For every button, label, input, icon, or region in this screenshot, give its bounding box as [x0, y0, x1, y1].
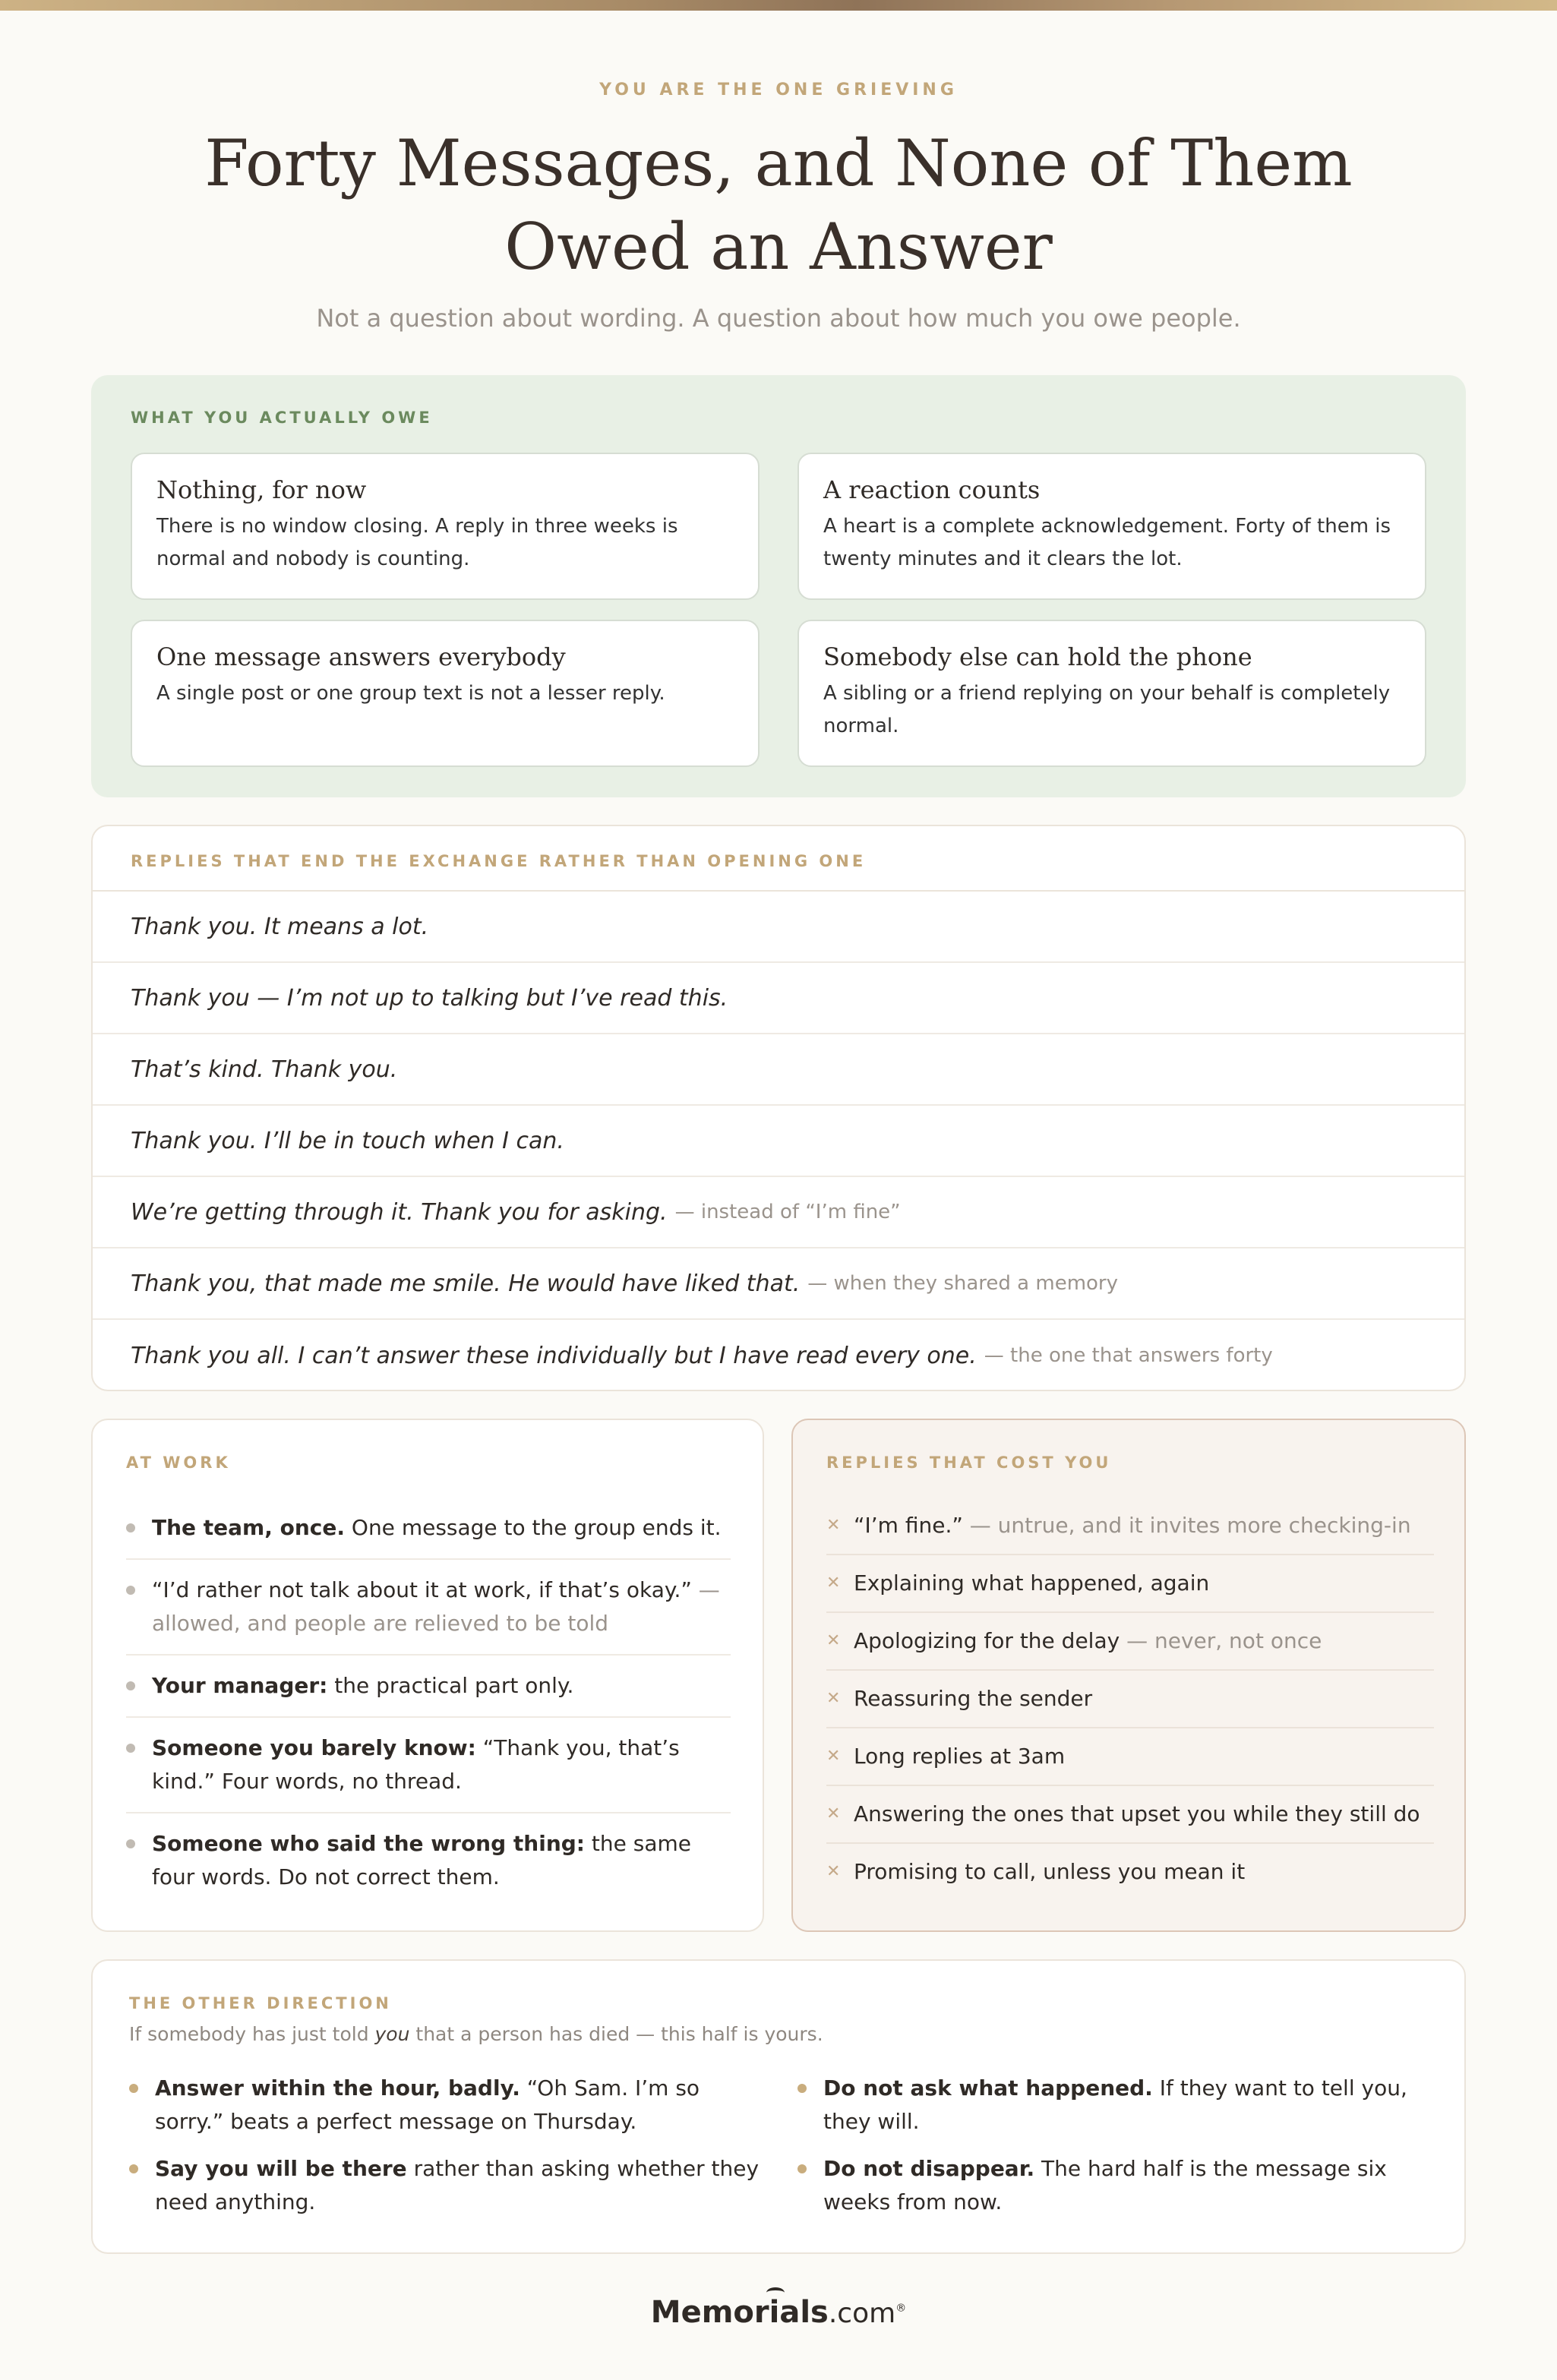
logo-domain: .com: [828, 2298, 896, 2329]
item-text: Promising to call, unless you mean it: [854, 1859, 1246, 1884]
owe-card-title: Somebody else can hold the phone: [823, 642, 1252, 671]
list-item: [129, 2152, 763, 2219]
cross-icon: ✕: [826, 1689, 841, 1708]
reply-row: [93, 1034, 1464, 1106]
bullet-icon: [126, 1681, 135, 1690]
reply-quote: Thank you. I’ll be in touch when I can.: [131, 1127, 564, 1154]
section-label: WHAT YOU ACTUALLY OWE: [131, 409, 433, 427]
item-text: “Oh Sam. I’m so sorry.” beats a perfect message on Thursday.: [155, 2075, 700, 2134]
item-text: Apologizing for the delay: [854, 1628, 1127, 1653]
owe-card: [131, 453, 760, 600]
replies-header: [93, 826, 1464, 892]
cross-icon: ✕: [826, 1516, 841, 1535]
list-item: [126, 1560, 731, 1656]
cross-icon: ✕: [826, 1804, 841, 1823]
section-label: REPLIES THAT COST YOU: [826, 1454, 1112, 1472]
reply-note: — when they shared a memory: [807, 1272, 1119, 1295]
item-text: the same four words. Do not correct them.: [152, 1831, 691, 1889]
item-bold: Do not disappear.: [823, 2156, 1035, 2181]
other-direction-section: [91, 1959, 1466, 2254]
item-text: “I’m fine.”: [854, 1513, 970, 1538]
what-you-owe-section: [91, 375, 1466, 797]
reply-quote: Thank you. It means a lot.: [131, 913, 429, 940]
item-text: Explaining what happened, again: [854, 1570, 1210, 1596]
item-text: “Thank you, that’s kind.” Four words, no thread.: [152, 1735, 680, 1794]
bullet-icon: [126, 1523, 135, 1532]
item-text: If they want to tell you, they will.: [823, 2075, 1407, 2134]
replies-section: [91, 825, 1466, 1391]
list-item: [826, 1613, 1434, 1671]
item-text: The hard half is the message six weeks from now.: [823, 2156, 1387, 2214]
cross-icon: ✕: [826, 1631, 841, 1650]
bullet-icon: [126, 1586, 135, 1595]
item-bold: Someone you barely know:: [152, 1735, 476, 1760]
list-item: [826, 1728, 1434, 1786]
item-note: — untrue, and it invites more checking-in: [969, 1513, 1411, 1538]
replies-that-cost-section: [791, 1419, 1466, 1932]
list-item: [126, 1656, 731, 1718]
owe-card-title: Nothing, for now: [156, 475, 367, 504]
reply-row: [93, 1320, 1464, 1391]
item-text: Long replies at 3am: [854, 1744, 1066, 1769]
list-item: [126, 1718, 731, 1813]
item-note: — allowed, and people are relieved to be told: [152, 1577, 720, 1636]
section-label: REPLIES THAT END THE EXCHANGE RATHER THAN OPENING ONE: [131, 852, 867, 870]
owe-card-title: One message answers everybody: [156, 642, 566, 671]
owe-card-text: A heart is a complete acknowledgement. Forty of them is twenty minutes and it clears the lot.: [823, 515, 1391, 570]
item-text: Reassuring the sender: [854, 1686, 1093, 1711]
list-item: [826, 1671, 1434, 1728]
bullet-icon: [126, 1839, 135, 1848]
owe-card-text: A single post or one group text is not a lesser reply.: [156, 682, 665, 705]
item-text: One message to the group ends it.: [345, 1515, 722, 1540]
section-label: THE OTHER DIRECTION: [129, 1994, 392, 2012]
bullet-icon: [129, 2084, 138, 2093]
item-text: Answering the ones that upset you while they still do: [854, 1801, 1420, 1826]
cross-icon: ✕: [826, 1747, 841, 1766]
list-item: [797, 2152, 1431, 2219]
cross-icon: ✕: [826, 1862, 841, 1881]
other-direction-list: [129, 2072, 1435, 2219]
list-item: [826, 1786, 1434, 1844]
reply-row: [93, 1177, 1464, 1248]
list-item: [826, 1844, 1434, 1900]
owe-card-text: There is no window closing. A reply in three weeks is normal and nobody is counting.: [156, 515, 678, 570]
list-item: [126, 1498, 731, 1560]
item-bold: Answer within the hour, badly.: [155, 2075, 520, 2101]
item-note: — never, not once: [1126, 1628, 1322, 1653]
logo-registered-mark: ®: [895, 2302, 907, 2315]
item-bold: Do not ask what happened.: [823, 2075, 1153, 2101]
section-label: AT WORK: [126, 1454, 231, 1472]
owe-card: [797, 620, 1426, 767]
page-title: Forty Messages, and None of Them Owed an Answer: [204, 126, 1353, 284]
at-work-section: [91, 1419, 764, 1932]
logo-text: Memor: [650, 2295, 769, 2330]
subtitle-emphasis: you: [374, 2023, 410, 2045]
item-bold: The team, once.: [152, 1515, 345, 1540]
cross-icon: ✕: [826, 1574, 841, 1592]
top-accent-bar: [0, 0, 1557, 11]
reply-note: — instead of “I’m fine”: [674, 1201, 901, 1223]
subtitle-text: If somebody has just told: [129, 2023, 375, 2045]
section-subtitle: [129, 2023, 1428, 2045]
item-text: the practical part only.: [327, 1673, 574, 1698]
reply-quote: Thank you — I’m not up to talking but I’ve read this.: [131, 984, 728, 1012]
item-bold: Say you will be there: [155, 2156, 407, 2181]
list-item: [129, 2072, 763, 2139]
brand-logo[interactable]: [0, 2295, 1557, 2330]
list-item: [797, 2072, 1431, 2139]
reply-quote: Thank you, that made me smile. He would have liked that.: [131, 1270, 801, 1297]
reply-row: [93, 963, 1464, 1034]
page-subtitle: Not a question about wording. A question about how much you owe people.: [316, 304, 1241, 333]
item-text: rather than asking whether they need anything.: [155, 2156, 760, 2214]
owe-card-text: A sibling or a friend replying on your behalf is completely normal.: [823, 682, 1391, 737]
reply-quote: We’re getting through it. Thank you for asking.: [131, 1198, 668, 1226]
list-item: [826, 1498, 1434, 1555]
owe-card: [797, 453, 1426, 600]
owe-card: [131, 620, 760, 767]
item-bold: Someone who said the wrong thing:: [152, 1831, 585, 1856]
item-text: “I’d rather not talk about it at work, if that’s okay.”: [152, 1577, 699, 1602]
list-item: [126, 1813, 731, 1908]
reply-row: [93, 892, 1464, 963]
logo-text: i: [769, 2295, 780, 2330]
reply-row: [93, 1106, 1464, 1177]
reply-quote: That’s kind. Thank you.: [131, 1056, 398, 1083]
owe-card-title: A reaction counts: [823, 475, 1041, 504]
reply-note: — the one that answers forty: [984, 1344, 1273, 1367]
bullet-icon: [129, 2164, 138, 2173]
bullet-icon: [126, 1744, 135, 1753]
list-item: [826, 1555, 1434, 1613]
subtitle-text: that a person has died — this half is yours.: [409, 2023, 823, 2045]
item-bold: Your manager:: [152, 1673, 328, 1698]
logo-text: als: [779, 2295, 829, 2330]
reply-quote: Thank you all. I can’t answer these individually but I have read every one.: [131, 1342, 977, 1369]
eyebrow: YOU ARE THE ONE GRIEVING: [599, 80, 958, 99]
bullet-icon: [797, 2164, 807, 2173]
bullet-icon: [797, 2084, 807, 2093]
reply-row: [93, 1248, 1464, 1320]
